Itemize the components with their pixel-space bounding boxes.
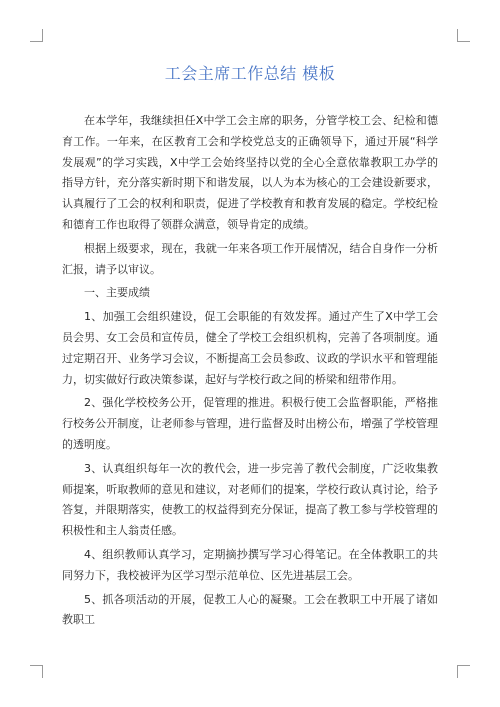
document-body [62, 111, 438, 634]
paragraph-item-1: 1、加强工会组织建设，促工会职能的有效发挥。通过产生了X中学工会员会男、女工会员和宣传员，健全了学校工会组织机构，完善了各项制度。通过定期召开、业务学习会议，不断提高工会员参政、议政的学识水平和管理能力，切实做好行政决策参谋，起好与学校行政之间的桥梁和纽带作用。 [62, 310, 438, 386]
crop-mark-top-left [30, 29, 43, 42]
document-title: 工会主席工作总结 模板 [164, 64, 336, 83]
paragraph-item-5: 5、抓各项活动的开展，促教工人心的凝聚。工会在教职工中开展了诸如教职工 [62, 592, 438, 627]
crop-mark-bottom-left [30, 665, 43, 678]
section-heading-main-achievements: 一、主要成绩 [84, 286, 150, 300]
paragraph-item-4: 4、组织教师认真学习，定期摘抄撰写学习心得笔记。在全体教职工的共同努力下，我校被评为区学习型示范单位、区先进基层工会。 [62, 547, 438, 582]
paragraph-item-3: 3、认真组织每年一次的教代会，进一步完善了教代会制度，广泛收集教师提案，听取教师的意见和建议，对老师们的提案，学校行政认真讨论，给予答复，并限期落实，使教工的权益得到充分保证，提高了教工参与学校管理的积极性和主人翁责任感。 [62, 461, 438, 538]
paragraph-report-request: 根据上级要求，现在，我就一年来各项工作开展情况，结合自身作一分析汇报，请予以审议。 [62, 241, 438, 276]
paragraph-intro: 在本学年，我继续担任X中学工会主席的职务，分管学校工会、纪检和德育工作。一年来，在区教育工会和学校党总支的正确领导下，通过开展“科学发展观”的学习实践，X中学工会始终坚持以党的全心全意依靠教职工办学的指导方针，充分落实新时期下和谐发展，以人为本为核心的工会建设新要求，认真履行了工会的权利和职责，促进了学校教育和教育发展的稳定。学校纪检和德育工作也取得了领群众满意，领导肯定的成绩。 [62, 114, 438, 231]
crop-mark-bottom-right [457, 665, 470, 678]
crop-mark-top-right [457, 29, 470, 42]
paragraph-item-2: 2、强化学校校务公开，促管理的推进。积极行使工会监督职能，严格推行校务公开制度，让老师参与管理，进行监督及时出榜公布，增强了学校管理的透明度。 [62, 396, 438, 451]
